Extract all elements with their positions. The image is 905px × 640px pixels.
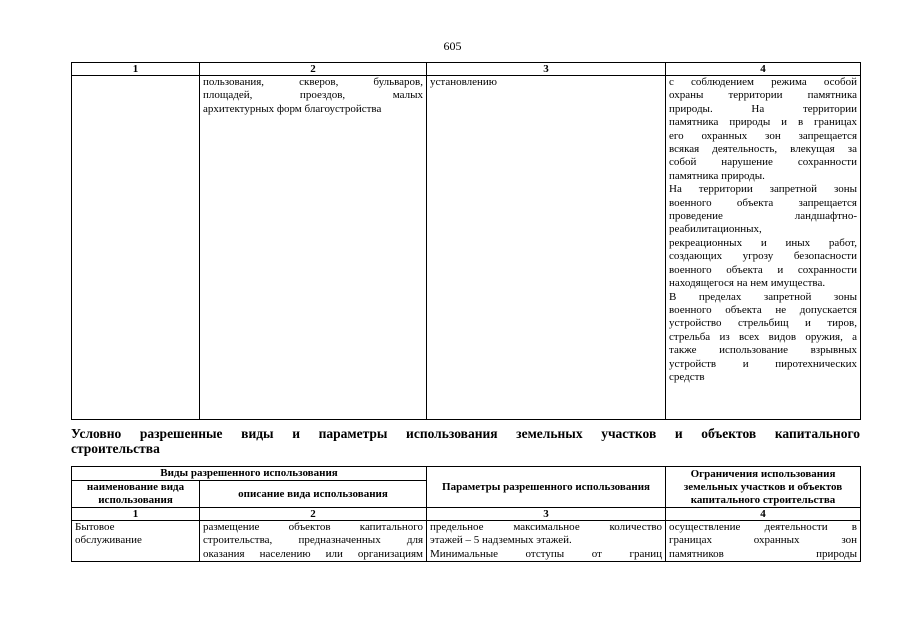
table-row [72,76,861,420]
text-line: памятника природы и в границах [669,116,857,129]
text-line: пользования, скверов, бульваров, [203,76,423,88]
column-number: 4 [666,508,861,521]
text-line: границах охранных зон [669,534,858,547]
text-line: охраны территории памятника [669,89,857,102]
cell-use-description [200,76,427,420]
page-number: 605 [443,39,462,53]
text-line: природы. На территории [669,102,857,115]
text-line: площадей, проездов, малых [203,89,423,102]
text-line: На территории запретной зоны [669,183,857,196]
text-line: Бытовое [75,521,115,533]
column-number-row [72,63,861,76]
text-line: проведение ландшафтно- [669,210,857,223]
text-line: создающих угрозу безопасности [669,250,857,263]
text-line: осуществление деятельности в [669,521,858,533]
text-line: устройство стрельбищ и тиров, [669,317,857,330]
column-number: 2 [200,508,427,521]
header-use-description: описание вида использования [200,481,427,508]
header-restrictions: Ограничения использования земельных участков и объектов капитального строительства [666,467,861,508]
section-heading-line: строительства [71,441,160,456]
cell-parameters: установлению [427,76,666,420]
text-line: памятников природы [669,547,858,560]
cell-restrictions [666,76,861,420]
text-line: военного объекта не допускается [669,303,857,316]
section-heading-line: Условно разрешенные виды и параметры использования земельных участков и объектов капитального [71,426,860,441]
conditional-use-table [71,466,861,562]
text-line: собой нарушение сохранности [669,156,857,169]
text-line: с соблюдением режима особой [669,76,857,88]
text-line: всякая деятельность, влекущая за [669,143,857,156]
column-number: 3 [427,508,666,521]
column-number: 3 [427,63,666,76]
text-line: его охранных зон запрещается [669,129,857,142]
text-line: Минимальные отступы от границ [430,547,663,560]
cell-use-name [72,76,200,420]
column-number: 2 [200,63,427,76]
header-row [72,467,861,481]
text-line: архитектурных форм благоустройства [203,102,382,115]
table-row [72,521,861,562]
text-line: оказания населению или организациям [203,547,424,560]
header-use-name: наименование вида использования [72,481,200,508]
header-use-types: Виды разрешенного использования [72,467,427,481]
text-line: памятника природы. [669,169,765,182]
text-line: военного объекта запрещается [669,196,857,209]
header-parameters: Параметры разрешенного использования [427,467,666,508]
text-line: военного объекта и сохранности [669,263,857,276]
text-line: реабилитационных, [669,223,762,236]
text-line: средств [669,370,705,383]
cell-use-name [72,521,200,562]
column-number: 4 [666,63,861,76]
text-line: предельное максимальное количество [430,521,663,533]
cell-use-description [200,521,427,562]
text-line: устройств и пиротехнических [669,357,857,370]
text-line: В пределах запретной зоны [669,290,857,303]
continued-table [71,62,861,420]
text-line: также использование взрывных [669,344,857,357]
text-line: обслуживание [75,534,142,547]
column-number: 1 [72,508,200,521]
text-line: стрельба из всех видов оружия, а [669,330,857,343]
text-line: этажей – 5 надземных этажей. [430,534,572,547]
column-number: 1 [72,63,200,76]
column-number-row [72,508,861,521]
text-line: рекреационных и иных работ, [669,236,857,249]
cell-parameters [427,521,666,562]
text-line: строительства, предназначенных для [203,534,424,547]
cell-restrictions [666,521,861,562]
text-line: размещение объектов капитального [203,521,424,533]
section-heading [71,426,860,456]
text-line: находящегося на нем имущества. [669,277,826,290]
